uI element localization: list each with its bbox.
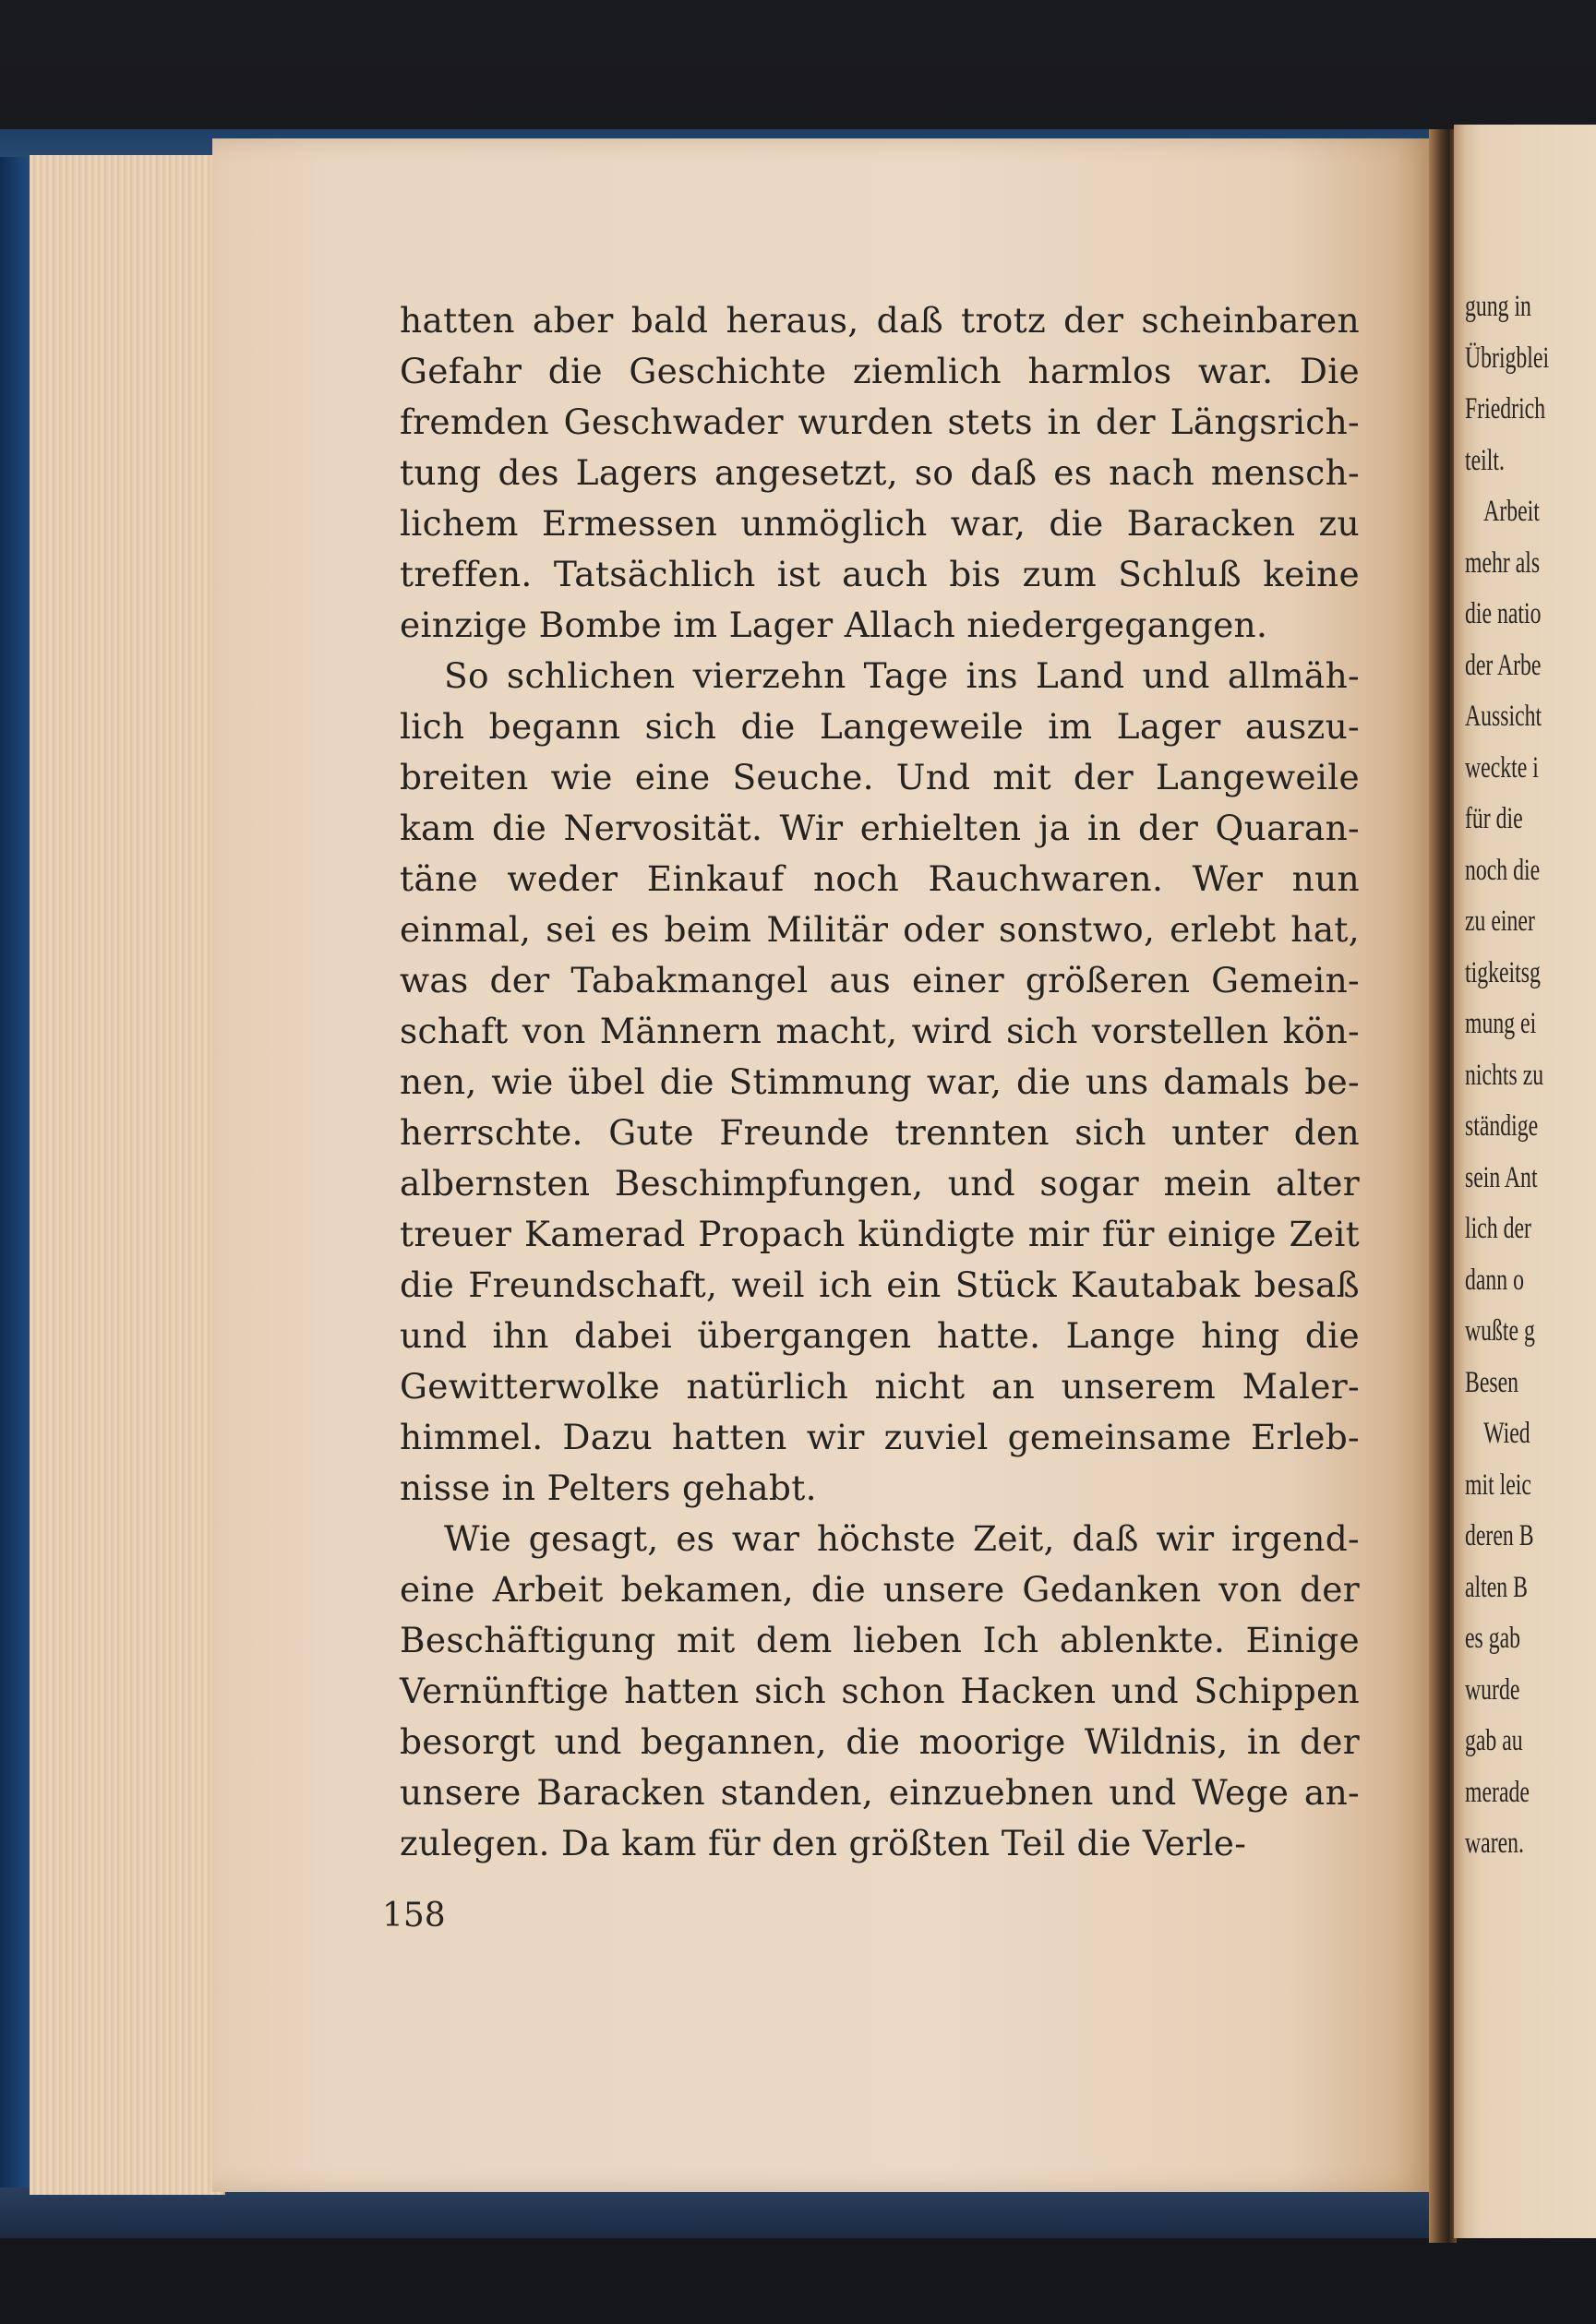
text-line: treffen. Tatsächlich ist auch bis zum Schluß keine bbox=[400, 554, 1360, 594]
text-line: Beschäftigung mit dem lieben Ich ablenkte. Einige bbox=[400, 1620, 1360, 1660]
text-line: Gefahr die Geschichte ziemlich harmlos war. Die bbox=[400, 351, 1360, 391]
text-line: kam die Nervosität. Wir erhielten ja in der Quaran- bbox=[400, 808, 1360, 848]
right-text-line: gung in bbox=[1465, 290, 1531, 323]
text-line: die Freundschaft, weil ich ein Stück Kautabak besaß bbox=[400, 1264, 1360, 1305]
text-line: herrschte. Gute Freunde trennten sich unter den bbox=[400, 1112, 1360, 1153]
right-text-line: Friedrich bbox=[1465, 392, 1546, 425]
right-text-line: alten B bbox=[1465, 1570, 1528, 1604]
text-line: zulegen. Da kam für den größten Teil die Verle- bbox=[400, 1823, 1247, 1863]
page-number: 158 bbox=[382, 1897, 446, 1935]
right-text-line: mehr als bbox=[1465, 545, 1541, 580]
text-line: breiten wie eine Seuche. Und mit der Langeweile bbox=[400, 757, 1360, 797]
right-text-line: merade bbox=[1465, 1775, 1530, 1809]
book-gutter bbox=[1429, 129, 1457, 2243]
right-page-text bbox=[1465, 282, 1596, 1870]
text-line: albernsten Beschimpfungen, und sogar mein alter bbox=[400, 1163, 1360, 1204]
text-line: So schlichen vierzehn Tage ins Land und allmäh- bbox=[444, 655, 1360, 696]
right-text-line: mit leic bbox=[1465, 1467, 1531, 1502]
right-text-line: mung ei bbox=[1465, 1007, 1537, 1040]
right-text-line: waren. bbox=[1465, 1827, 1524, 1860]
page-stack-edges bbox=[30, 155, 225, 2195]
text-line: Wie gesagt, es war höchste Zeit, daß wir irgend- bbox=[444, 1518, 1360, 1559]
text-line: eine Arbeit bekamen, die unsere Gedanken von der bbox=[400, 1569, 1360, 1610]
right-text-line: Übrigblei bbox=[1465, 341, 1550, 375]
text-line: Vernünftige hatten sich schon Hacken und Schippen bbox=[400, 1671, 1360, 1711]
right-text-line: ständige bbox=[1465, 1109, 1539, 1143]
right-text-line: Aussicht bbox=[1465, 700, 1542, 733]
right-text-line: Arbeit bbox=[1483, 495, 1540, 528]
text-line: einmal, sei es beim Militär oder sonstwo, erlebt hat, bbox=[400, 909, 1360, 950]
text-line: hatten aber bald heraus, daß trotz der scheinbaren bbox=[400, 300, 1360, 341]
right-text-line: lich der bbox=[1465, 1212, 1531, 1245]
right-text-line: die natio bbox=[1465, 597, 1542, 630]
right-text-line: deren B bbox=[1465, 1519, 1534, 1552]
text-line: nisse in Pelters gehabt. bbox=[400, 1467, 817, 1508]
text-line: unsere Baracken standen, einzuebnen und Wege an- bbox=[400, 1772, 1360, 1813]
text-line: lich begann sich die Langeweile im Lager auszu- bbox=[400, 706, 1360, 747]
right-text-line: wußte g bbox=[1465, 1314, 1535, 1348]
text-line: nen, wie übel die Stimmung war, die uns damals be- bbox=[400, 1061, 1360, 1102]
text-line: und ihn dabei übergangen hatte. Lange hing die bbox=[400, 1315, 1360, 1356]
right-text-line: Besen bbox=[1465, 1365, 1519, 1399]
right-text-line: wurde bbox=[1465, 1672, 1520, 1707]
text-line: was der Tabakmangel aus einer größeren Gemein- bbox=[400, 960, 1360, 1000]
right-text-line: weckte i bbox=[1465, 750, 1539, 785]
text-line: himmel. Dazu hatten wir zuviel gemeinsame Erleb- bbox=[400, 1417, 1360, 1457]
right-text-line: zu einer bbox=[1465, 904, 1535, 938]
right-text-line: sein Ant bbox=[1465, 1160, 1538, 1194]
text-line: einzige Bombe im Lager Allach niedergegangen. bbox=[400, 605, 1268, 645]
right-text-line: Wied bbox=[1483, 1417, 1530, 1450]
book-cover-bottom-edge bbox=[0, 2187, 1458, 2238]
right-text-line: nichts zu bbox=[1465, 1058, 1544, 1092]
text-line: lichem Ermessen unmöglich war, die Baracken zu bbox=[400, 503, 1360, 544]
right-text-line: teilt. bbox=[1465, 443, 1505, 477]
right-text-line: für die bbox=[1465, 802, 1523, 835]
right-text-line: dann o bbox=[1465, 1263, 1525, 1297]
right-text-line: gab au bbox=[1465, 1724, 1523, 1757]
text-line: besorgt und begannen, die moorige Wildnis, in der bbox=[400, 1721, 1360, 1762]
text-line: täne weder Einkauf noch Rauchwaren. Wer nun bbox=[400, 858, 1360, 899]
text-line: schaft von Männern macht, wird sich vorstellen kön- bbox=[400, 1011, 1360, 1051]
text-line: tung des Lagers angesetzt, so daß es nach mensch- bbox=[400, 452, 1360, 493]
right-text-line: der Arbe bbox=[1465, 648, 1542, 682]
text-line: treuer Kamerad Propach kündigte mir für einige Zeit bbox=[400, 1214, 1360, 1254]
left-page-body-text bbox=[400, 295, 1360, 1869]
right-text-line: tigkeitsg bbox=[1465, 955, 1541, 989]
right-text-line: noch die bbox=[1465, 853, 1541, 887]
text-line: fremden Geschwader wurden stets in der Längsrich- bbox=[400, 401, 1360, 442]
text-line: Gewitterwolke natürlich nicht an unserem Maler- bbox=[400, 1366, 1360, 1407]
right-text-line: es gab bbox=[1465, 1622, 1521, 1655]
right-page bbox=[1454, 125, 1596, 2238]
